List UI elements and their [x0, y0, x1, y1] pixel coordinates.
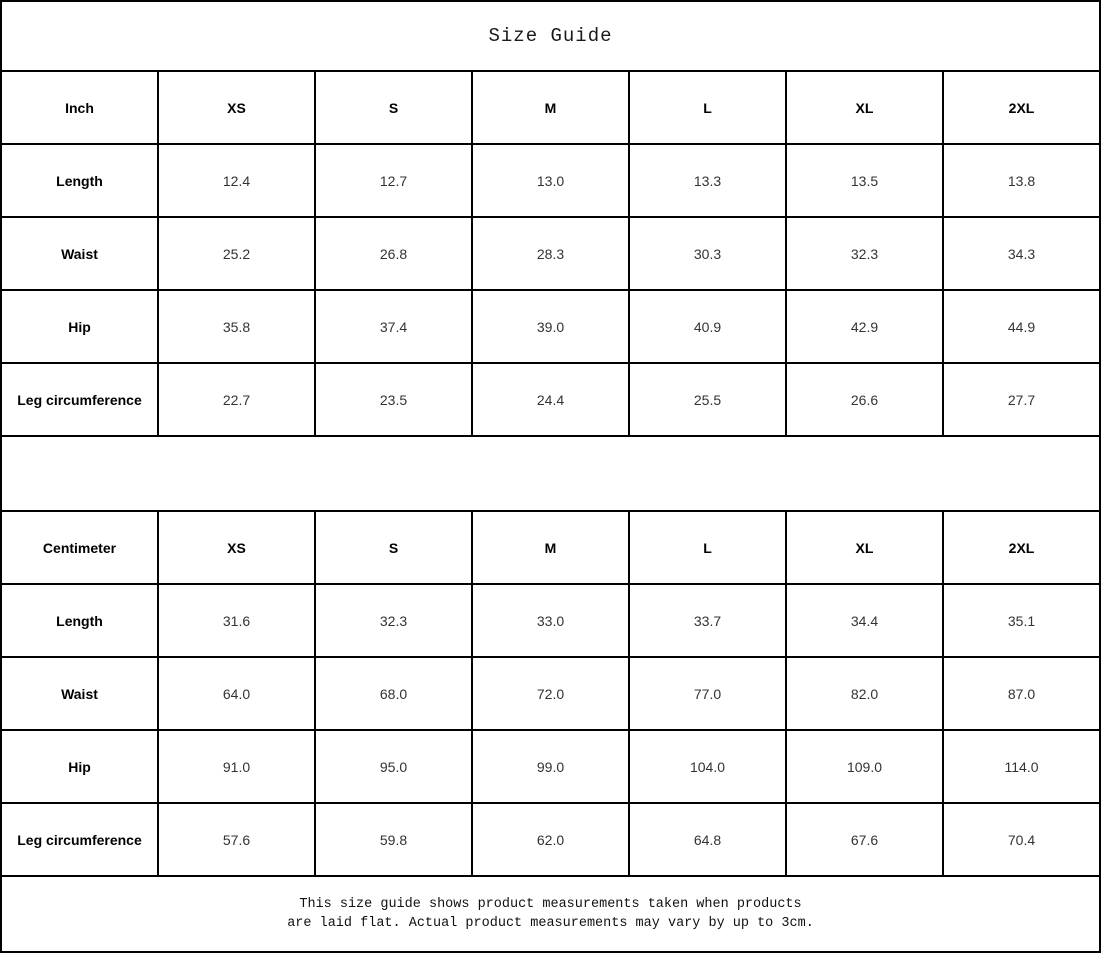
size-value-cell: 109.0: [786, 730, 943, 803]
size-col-header: L: [629, 71, 786, 144]
size-value-cell: 31.6: [158, 584, 315, 657]
size-value-cell: 26.8: [315, 217, 472, 290]
size-value-cell: 23.5: [315, 363, 472, 436]
size-col-header: S: [315, 511, 472, 584]
size-value-cell: 87.0: [943, 657, 1100, 730]
size-value-cell: 70.4: [943, 803, 1100, 876]
size-value-cell: 22.7: [158, 363, 315, 436]
row-label: Leg circumference: [1, 803, 158, 876]
size-value-cell: 91.0: [158, 730, 315, 803]
size-value-cell: 32.3: [315, 584, 472, 657]
size-value-cell: 64.8: [629, 803, 786, 876]
size-col-header: M: [472, 71, 629, 144]
size-value-cell: 13.5: [786, 144, 943, 217]
size-value-cell: 99.0: [472, 730, 629, 803]
unit-header: Inch: [1, 71, 158, 144]
size-col-header: S: [315, 71, 472, 144]
size-value-cell: 12.7: [315, 144, 472, 217]
size-col-header: XL: [786, 511, 943, 584]
table-header-row: [1, 71, 1100, 144]
size-value-cell: 12.4: [158, 144, 315, 217]
row-label: Waist: [1, 657, 158, 730]
size-value-cell: 35.8: [158, 290, 315, 363]
size-value-cell: 44.9: [943, 290, 1100, 363]
size-value-cell: 104.0: [629, 730, 786, 803]
size-value-cell: 13.3: [629, 144, 786, 217]
inch-size-table: [0, 70, 1101, 437]
footer-line-2: are laid flat. Actual product measurements may vary by up to 3cm.: [287, 916, 814, 931]
unit-header: Centimeter: [1, 511, 158, 584]
row-label: Hip: [1, 730, 158, 803]
size-value-cell: 27.7: [943, 363, 1100, 436]
size-value-cell: 68.0: [315, 657, 472, 730]
table-row: [1, 217, 1100, 290]
size-value-cell: 26.6: [786, 363, 943, 436]
row-label: Waist: [1, 217, 158, 290]
row-label: Length: [1, 144, 158, 217]
size-value-cell: 62.0: [472, 803, 629, 876]
size-value-cell: 30.3: [629, 217, 786, 290]
size-col-header: 2XL: [943, 71, 1100, 144]
size-value-cell: 42.9: [786, 290, 943, 363]
table-header-row: [1, 511, 1100, 584]
row-label: Hip: [1, 290, 158, 363]
size-value-cell: 40.9: [629, 290, 786, 363]
size-col-header: 2XL: [943, 511, 1100, 584]
size-value-cell: 35.1: [943, 584, 1100, 657]
size-value-cell: 72.0: [472, 657, 629, 730]
size-value-cell: 34.3: [943, 217, 1100, 290]
size-value-cell: 13.0: [472, 144, 629, 217]
size-col-header: XS: [158, 71, 315, 144]
size-value-cell: 37.4: [315, 290, 472, 363]
size-value-cell: 33.0: [472, 584, 629, 657]
table-row: [1, 657, 1100, 730]
size-value-cell: 32.3: [786, 217, 943, 290]
size-value-cell: 13.8: [943, 144, 1100, 217]
size-value-cell: 67.6: [786, 803, 943, 876]
centimeter-size-table: [0, 510, 1101, 877]
footer-note: [0, 877, 1101, 953]
size-value-cell: 82.0: [786, 657, 943, 730]
footer-line-1: This size guide shows product measurements taken when products: [299, 897, 802, 912]
size-value-cell: 95.0: [315, 730, 472, 803]
size-value-cell: 39.0: [472, 290, 629, 363]
size-value-cell: 34.4: [786, 584, 943, 657]
size-value-cell: 77.0: [629, 657, 786, 730]
table-row: [1, 363, 1100, 436]
table-row: [1, 584, 1100, 657]
row-label: Leg circumference: [1, 363, 158, 436]
size-value-cell: 114.0: [943, 730, 1100, 803]
spacer-row: [0, 437, 1101, 510]
row-label: Length: [1, 584, 158, 657]
size-value-cell: 57.6: [158, 803, 315, 876]
table-row: [1, 290, 1100, 363]
size-col-header: XL: [786, 71, 943, 144]
size-col-header: M: [472, 511, 629, 584]
size-value-cell: 24.4: [472, 363, 629, 436]
table-row: [1, 144, 1100, 217]
size-col-header: L: [629, 511, 786, 584]
table-row: [1, 803, 1100, 876]
size-value-cell: 59.8: [315, 803, 472, 876]
table-row: [1, 730, 1100, 803]
size-value-cell: 28.3: [472, 217, 629, 290]
size-value-cell: 33.7: [629, 584, 786, 657]
size-value-cell: 25.2: [158, 217, 315, 290]
size-value-cell: 64.0: [158, 657, 315, 730]
page-title: Size Guide: [0, 0, 1101, 70]
size-value-cell: 25.5: [629, 363, 786, 436]
size-col-header: XS: [158, 511, 315, 584]
